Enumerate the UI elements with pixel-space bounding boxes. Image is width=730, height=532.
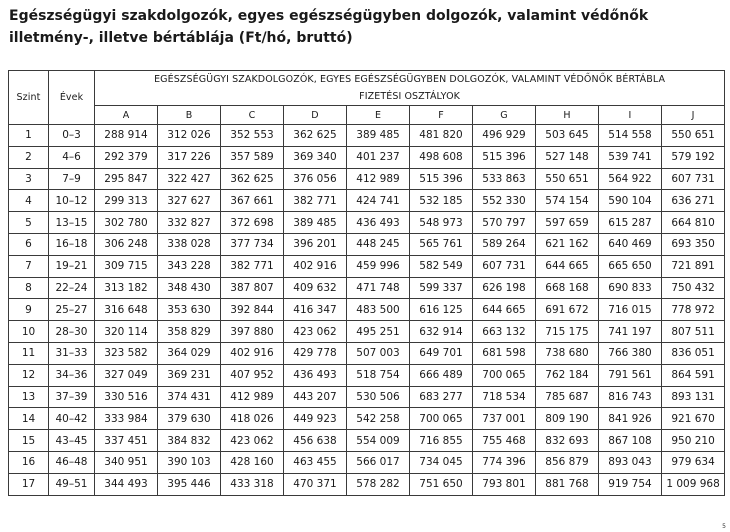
cell-evek: 31–33 bbox=[49, 342, 95, 364]
cell-salary: 323 582 bbox=[95, 342, 158, 364]
cell-salary: 564 922 bbox=[599, 168, 662, 190]
cell-salary: 299 313 bbox=[95, 190, 158, 212]
cell-szint: 8 bbox=[9, 277, 49, 299]
cell-salary: 327 627 bbox=[158, 190, 221, 212]
table-row bbox=[9, 364, 725, 386]
cell-salary: 607 731 bbox=[662, 168, 725, 190]
cell-salary: 327 049 bbox=[95, 364, 158, 386]
table-row bbox=[9, 386, 725, 408]
cell-salary: 313 182 bbox=[95, 277, 158, 299]
cell-evek: 19–21 bbox=[49, 255, 95, 277]
cell-salary: 793 801 bbox=[473, 473, 536, 495]
cell-salary: 542 258 bbox=[347, 408, 410, 430]
cell-salary: 836 051 bbox=[662, 342, 725, 364]
cell-salary: 295 847 bbox=[95, 168, 158, 190]
cell-salary: 352 553 bbox=[221, 125, 284, 147]
cell-evek: 46–48 bbox=[49, 451, 95, 473]
cell-szint: 15 bbox=[9, 430, 49, 452]
cell-salary: 496 929 bbox=[473, 125, 536, 147]
cell-szint: 11 bbox=[9, 342, 49, 364]
cell-salary: 554 009 bbox=[347, 430, 410, 452]
cell-salary: 317 226 bbox=[158, 146, 221, 168]
cell-salary: 663 132 bbox=[473, 321, 536, 343]
cell-salary: 367 661 bbox=[221, 190, 284, 212]
cell-salary: 495 251 bbox=[347, 321, 410, 343]
cell-salary: 514 558 bbox=[599, 125, 662, 147]
cell-salary: 683 277 bbox=[410, 386, 473, 408]
cell-evek: 0–3 bbox=[49, 125, 95, 147]
table-row bbox=[9, 430, 725, 452]
pay-class-header: G bbox=[473, 106, 536, 125]
cell-salary: 302 780 bbox=[95, 212, 158, 234]
cell-salary: 791 561 bbox=[599, 364, 662, 386]
cell-salary: 809 190 bbox=[536, 408, 599, 430]
cell-szint: 16 bbox=[9, 451, 49, 473]
cell-salary: 337 451 bbox=[95, 430, 158, 452]
cell-evek: 43–45 bbox=[49, 430, 95, 452]
header-pay-classes: FIZETÉSI OSZTÁLYOK bbox=[95, 88, 725, 106]
cell-salary: 436 493 bbox=[284, 364, 347, 386]
cell-evek: 22–24 bbox=[49, 277, 95, 299]
cell-salary: 816 743 bbox=[599, 386, 662, 408]
table-row bbox=[9, 212, 725, 234]
cell-salary: 785 687 bbox=[536, 386, 599, 408]
table-row bbox=[9, 321, 725, 343]
cell-salary: 1 009 968 bbox=[662, 473, 725, 495]
cell-salary: 333 984 bbox=[95, 408, 158, 430]
cell-szint: 3 bbox=[9, 168, 49, 190]
cell-salary: 390 103 bbox=[158, 451, 221, 473]
cell-salary: 921 670 bbox=[662, 408, 725, 430]
cell-salary: 309 715 bbox=[95, 255, 158, 277]
cell-salary: 288 914 bbox=[95, 125, 158, 147]
header-evek: Évek bbox=[49, 71, 95, 125]
cell-szint: 12 bbox=[9, 364, 49, 386]
cell-salary: 463 455 bbox=[284, 451, 347, 473]
cell-salary: 550 651 bbox=[662, 125, 725, 147]
table-body bbox=[9, 125, 725, 496]
cell-salary: 443 207 bbox=[284, 386, 347, 408]
cell-szint: 1 bbox=[9, 125, 49, 147]
cell-salary: 632 914 bbox=[410, 321, 473, 343]
cell-salary: 893 131 bbox=[662, 386, 725, 408]
cell-salary: 751 650 bbox=[410, 473, 473, 495]
salary-table bbox=[8, 70, 725, 496]
cell-salary: 856 879 bbox=[536, 451, 599, 473]
cell-salary: 358 829 bbox=[158, 321, 221, 343]
cell-szint: 9 bbox=[9, 299, 49, 321]
cell-evek: 34–36 bbox=[49, 364, 95, 386]
cell-salary: 481 820 bbox=[410, 125, 473, 147]
cell-salary: 397 880 bbox=[221, 321, 284, 343]
cell-salary: 681 598 bbox=[473, 342, 536, 364]
cell-evek: 13–15 bbox=[49, 212, 95, 234]
header-szint: Szint bbox=[9, 71, 49, 125]
cell-salary: 292 379 bbox=[95, 146, 158, 168]
cell-salary: 364 029 bbox=[158, 342, 221, 364]
table-row bbox=[9, 299, 725, 321]
cell-salary: 396 201 bbox=[284, 233, 347, 255]
cell-salary: 626 198 bbox=[473, 277, 536, 299]
cell-salary: 389 485 bbox=[284, 212, 347, 234]
pay-class-header: F bbox=[410, 106, 473, 125]
table-row bbox=[9, 408, 725, 430]
cell-salary: 691 672 bbox=[536, 299, 599, 321]
cell-salary: 471 748 bbox=[347, 277, 410, 299]
cell-szint: 10 bbox=[9, 321, 49, 343]
cell-salary: 644 665 bbox=[473, 299, 536, 321]
cell-salary: 483 500 bbox=[347, 299, 410, 321]
pay-class-header: J bbox=[662, 106, 725, 125]
cell-salary: 384 832 bbox=[158, 430, 221, 452]
cell-salary: 322 427 bbox=[158, 168, 221, 190]
cell-evek: 10–12 bbox=[49, 190, 95, 212]
cell-evek: 4–6 bbox=[49, 146, 95, 168]
cell-evek: 28–30 bbox=[49, 321, 95, 343]
pay-class-header: C bbox=[221, 106, 284, 125]
cell-salary: 979 634 bbox=[662, 451, 725, 473]
cell-salary: 539 741 bbox=[599, 146, 662, 168]
cell-salary: 668 168 bbox=[536, 277, 599, 299]
cell-salary: 416 347 bbox=[284, 299, 347, 321]
cell-salary: 418 026 bbox=[221, 408, 284, 430]
cell-salary: 649 701 bbox=[410, 342, 473, 364]
cell-salary: 578 282 bbox=[347, 473, 410, 495]
cell-salary: 552 330 bbox=[473, 190, 536, 212]
cell-salary: 402 916 bbox=[284, 255, 347, 277]
pay-class-header: H bbox=[536, 106, 599, 125]
cell-salary: 412 989 bbox=[347, 168, 410, 190]
cell-evek: 37–39 bbox=[49, 386, 95, 408]
cell-salary: 407 952 bbox=[221, 364, 284, 386]
cell-salary: 615 287 bbox=[599, 212, 662, 234]
document-title: Egészségügyi szakdolgozók, egyes egészségügyben dolgozók, valamint védőnők illetmény-, illetve bértáblája (Ft/hó, bruttó) bbox=[9, 8, 649, 46]
cell-salary: 589 264 bbox=[473, 233, 536, 255]
table-row bbox=[9, 168, 725, 190]
table-row bbox=[9, 342, 725, 364]
cell-salary: 320 114 bbox=[95, 321, 158, 343]
cell-salary: 700 065 bbox=[473, 364, 536, 386]
cell-salary: 718 534 bbox=[473, 386, 536, 408]
cell-salary: 515 396 bbox=[410, 168, 473, 190]
cell-salary: 459 996 bbox=[347, 255, 410, 277]
table-row bbox=[9, 277, 725, 299]
cell-salary: 690 833 bbox=[599, 277, 662, 299]
pay-class-header: B bbox=[158, 106, 221, 125]
cell-evek: 16–18 bbox=[49, 233, 95, 255]
cell-salary: 807 511 bbox=[662, 321, 725, 343]
cell-salary: 665 650 bbox=[599, 255, 662, 277]
cell-salary: 343 228 bbox=[158, 255, 221, 277]
pay-class-header: I bbox=[599, 106, 662, 125]
cell-salary: 741 197 bbox=[599, 321, 662, 343]
cell-salary: 644 665 bbox=[536, 255, 599, 277]
cell-salary: 565 761 bbox=[410, 233, 473, 255]
cell-salary: 376 056 bbox=[284, 168, 347, 190]
table-header bbox=[9, 71, 725, 125]
cell-salary: 382 771 bbox=[221, 255, 284, 277]
cell-salary: 362 625 bbox=[221, 168, 284, 190]
table-row bbox=[9, 451, 725, 473]
cell-salary: 338 028 bbox=[158, 233, 221, 255]
cell-salary: 382 771 bbox=[284, 190, 347, 212]
cell-salary: 664 810 bbox=[662, 212, 725, 234]
cell-salary: 456 638 bbox=[284, 430, 347, 452]
cell-salary: 766 380 bbox=[599, 342, 662, 364]
cell-salary: 640 469 bbox=[599, 233, 662, 255]
cell-salary: 377 734 bbox=[221, 233, 284, 255]
cell-salary: 548 973 bbox=[410, 212, 473, 234]
cell-salary: 700 065 bbox=[410, 408, 473, 430]
cell-evek: 49–51 bbox=[49, 473, 95, 495]
cell-salary: 590 104 bbox=[599, 190, 662, 212]
table-row bbox=[9, 125, 725, 147]
cell-salary: 721 891 bbox=[662, 255, 725, 277]
cell-salary: 372 698 bbox=[221, 212, 284, 234]
cell-salary: 344 493 bbox=[95, 473, 158, 495]
cell-salary: 332 827 bbox=[158, 212, 221, 234]
cell-salary: 429 778 bbox=[284, 342, 347, 364]
cell-salary: 734 045 bbox=[410, 451, 473, 473]
cell-salary: 423 062 bbox=[284, 321, 347, 343]
cell-evek: 25–27 bbox=[49, 299, 95, 321]
cell-salary: 449 923 bbox=[284, 408, 347, 430]
cell-salary: 666 489 bbox=[410, 364, 473, 386]
cell-salary: 316 648 bbox=[95, 299, 158, 321]
footnote-mark: 5 bbox=[722, 523, 726, 530]
cell-salary: 527 148 bbox=[536, 146, 599, 168]
cell-salary: 436 493 bbox=[347, 212, 410, 234]
cell-salary: 597 659 bbox=[536, 212, 599, 234]
cell-salary: 353 630 bbox=[158, 299, 221, 321]
cell-salary: 379 630 bbox=[158, 408, 221, 430]
cell-salary: 392 844 bbox=[221, 299, 284, 321]
cell-salary: 518 754 bbox=[347, 364, 410, 386]
cell-salary: 532 185 bbox=[410, 190, 473, 212]
pay-class-header: E bbox=[347, 106, 410, 125]
cell-szint: 7 bbox=[9, 255, 49, 277]
cell-salary: 306 248 bbox=[95, 233, 158, 255]
cell-szint: 13 bbox=[9, 386, 49, 408]
cell-salary: 832 693 bbox=[536, 430, 599, 452]
cell-salary: 369 340 bbox=[284, 146, 347, 168]
cell-salary: 867 108 bbox=[599, 430, 662, 452]
cell-salary: 636 271 bbox=[662, 190, 725, 212]
cell-salary: 881 768 bbox=[536, 473, 599, 495]
cell-salary: 409 632 bbox=[284, 277, 347, 299]
table-row bbox=[9, 233, 725, 255]
cell-szint: 6 bbox=[9, 233, 49, 255]
cell-salary: 566 017 bbox=[347, 451, 410, 473]
cell-salary: 507 003 bbox=[347, 342, 410, 364]
cell-evek: 40–42 bbox=[49, 408, 95, 430]
cell-salary: 774 396 bbox=[473, 451, 536, 473]
cell-salary: 470 371 bbox=[284, 473, 347, 495]
cell-salary: 755 468 bbox=[473, 430, 536, 452]
cell-szint: 4 bbox=[9, 190, 49, 212]
cell-salary: 574 154 bbox=[536, 190, 599, 212]
cell-salary: 737 001 bbox=[473, 408, 536, 430]
cell-salary: 579 192 bbox=[662, 146, 725, 168]
header-main-title: EGÉSZSÉGÜGYI SZAKDOLGOZÓK, EGYES EGÉSZSÉGÜGYBEN DOLGOZÓK, VALAMINT VÉDŐNŐK BÉRTÁBLA bbox=[95, 71, 725, 89]
pay-class-row bbox=[9, 106, 725, 125]
table-row bbox=[9, 190, 725, 212]
cell-salary: 893 043 bbox=[599, 451, 662, 473]
cell-salary: 570 797 bbox=[473, 212, 536, 234]
cell-salary: 340 951 bbox=[95, 451, 158, 473]
table-row bbox=[9, 255, 725, 277]
cell-salary: 582 549 bbox=[410, 255, 473, 277]
cell-salary: 428 160 bbox=[221, 451, 284, 473]
cell-salary: 621 162 bbox=[536, 233, 599, 255]
cell-salary: 357 589 bbox=[221, 146, 284, 168]
cell-salary: 515 396 bbox=[473, 146, 536, 168]
cell-salary: 841 926 bbox=[599, 408, 662, 430]
cell-salary: 530 506 bbox=[347, 386, 410, 408]
cell-salary: 919 754 bbox=[599, 473, 662, 495]
cell-salary: 423 062 bbox=[221, 430, 284, 452]
cell-salary: 607 731 bbox=[473, 255, 536, 277]
table-row bbox=[9, 146, 725, 168]
cell-salary: 448 245 bbox=[347, 233, 410, 255]
cell-salary: 715 175 bbox=[536, 321, 599, 343]
cell-salary: 616 125 bbox=[410, 299, 473, 321]
cell-salary: 503 645 bbox=[536, 125, 599, 147]
cell-szint: 14 bbox=[9, 408, 49, 430]
cell-salary: 498 608 bbox=[410, 146, 473, 168]
cell-salary: 533 863 bbox=[473, 168, 536, 190]
cell-salary: 738 680 bbox=[536, 342, 599, 364]
cell-salary: 374 431 bbox=[158, 386, 221, 408]
cell-salary: 348 430 bbox=[158, 277, 221, 299]
cell-szint: 5 bbox=[9, 212, 49, 234]
cell-salary: 864 591 bbox=[662, 364, 725, 386]
cell-salary: 693 350 bbox=[662, 233, 725, 255]
cell-salary: 762 184 bbox=[536, 364, 599, 386]
cell-salary: 750 432 bbox=[662, 277, 725, 299]
cell-salary: 778 972 bbox=[662, 299, 725, 321]
cell-szint: 17 bbox=[9, 473, 49, 495]
cell-salary: 401 237 bbox=[347, 146, 410, 168]
cell-salary: 389 485 bbox=[347, 125, 410, 147]
pay-class-header: A bbox=[95, 106, 158, 125]
cell-salary: 433 318 bbox=[221, 473, 284, 495]
cell-salary: 312 026 bbox=[158, 125, 221, 147]
cell-salary: 362 625 bbox=[284, 125, 347, 147]
cell-salary: 412 989 bbox=[221, 386, 284, 408]
cell-salary: 395 446 bbox=[158, 473, 221, 495]
cell-szint: 2 bbox=[9, 146, 49, 168]
cell-salary: 550 651 bbox=[536, 168, 599, 190]
cell-evek: 7–9 bbox=[49, 168, 95, 190]
cell-salary: 950 210 bbox=[662, 430, 725, 452]
cell-salary: 369 231 bbox=[158, 364, 221, 386]
salary-table-container bbox=[8, 70, 724, 496]
cell-salary: 402 916 bbox=[221, 342, 284, 364]
pay-class-header: D bbox=[284, 106, 347, 125]
cell-salary: 716 015 bbox=[599, 299, 662, 321]
cell-salary: 599 337 bbox=[410, 277, 473, 299]
table-row bbox=[9, 473, 725, 495]
cell-salary: 387 807 bbox=[221, 277, 284, 299]
cell-salary: 716 855 bbox=[410, 430, 473, 452]
cell-salary: 330 516 bbox=[95, 386, 158, 408]
cell-salary: 424 741 bbox=[347, 190, 410, 212]
